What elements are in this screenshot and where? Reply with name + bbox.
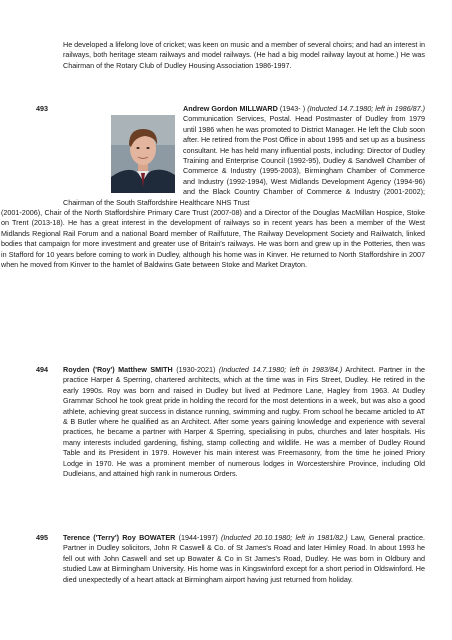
life-dates: (1930-2021)	[172, 365, 219, 374]
entry-text	[63, 365, 425, 479]
entry-number: 494	[36, 365, 48, 374]
entry-494	[36, 365, 425, 479]
induction-note: (Inducted 14.7.1980; left in 1986/87.)	[307, 104, 425, 113]
entry-body-continued: (2001-2006), Chair of the North Staffordshire Primary Care Trust (2007-08) and a Director of the Douglas MacMillan Hospice, Stoke on Trent (2013-18). He has a great interest in the development of railways so in recent years has been a member of the West Midlands Regional Rail Forum and a national Board member of Railfuture, The Railway Development Society and Railwatch, linked bodies that campaign for more investment and greater use of Britain's railways. He was born and grew up in the Potteries, then was in Stafford for 10 years before coming to work in Dudley, although his home was in Kinver. He returned to North Staffordshire in 2007 when he moved from Kinver to the hamlet of Baldwins Gate between Stoke and Market Drayton.	[1, 208, 425, 270]
entry-body: Law, General practice. Partner in Dudley solicitors, John R Caswell & Co. of St James's Road and later Himley Road. In about 1993 he fell out with John Caswell and set up Bowater & Co in St James's Road, Dudley. He was born in Oldbury and studied Law at Birmingham University. His home was in Kingswinford except for a short period in Oldswinford. He died unexpectedly of a heart attack at Birmingham airport having just returned from holiday.	[63, 533, 425, 584]
intro-paragraph: He developed a lifelong love of cricket; was keen on music and a member of several choirs; and had an interest in railways, both heritage steam railways and model railways. (He had a big model railway layout at home.) He was Chairman of the Rotary Club of Dudley Housing Association 1986-1997.	[63, 40, 425, 70]
entry-number: 493	[36, 104, 48, 113]
entry-text	[63, 533, 425, 585]
portrait-photo	[111, 115, 175, 193]
person-name: Andrew Gordon MILLWARD	[183, 104, 278, 113]
life-dates: (1943- )	[277, 104, 308, 113]
entry-495	[36, 533, 425, 585]
induction-note: (Inducted 20.10.1980; left in 1981/82.)	[221, 533, 348, 542]
entry-number: 495	[36, 533, 48, 542]
person-name: Royden ('Roy') Matthew SMITH	[63, 365, 173, 374]
life-dates: (1944-1997)	[175, 533, 222, 542]
entry-body: Architect. Partner in the practice Harper & Sperring, chartered architects, which at the time was in Firs Street, Dudley. He retired in the early 1990s. Roy was born and raised in Dudley but lived at Pedmore Lane, Hagley from 1963. At Dudley Grammar School he took great pride in holding the record for the most detentions in a week, but was also a good athlete, achieving great success in distance running, swimming and rugby. From school he became articled to AT & B Butler where he qualified as an Architect. After some years gaining knowledge and experience with several practices, he became a partner with Harper & Sperring, specialising in pubs, churches and later hospitals. His many interests included gardening, fishing, stamp collecting and wildlife. He was a member of Dudley Round Table and its President in 1979. However his main interest was Freemasonry, from the time he joined Priory Lodge in 1970. He was a prominent member of numerous lodges in Worcestershire Province, including Old Dudleians, and attained high rank in numerous Orders.	[63, 365, 425, 479]
entry-493	[1, 104, 425, 271]
entry-body: Communication Services, Postal. Head Postmaster of Dudley from 1979 until 1986 when he was promoted to District Manager. He left the Club soon after. He retired from the Post Office in about 1995 and set up as a business consultant. He has held many influential posts, including: Director of Dudley Training and Enterprise Council (1992-95), Dudley & Sandwell Chamber of Commerce & Industry (1995-2003), Birmingham Chamber of Commerce and Industry (1992-1994), West Midlands Development Agency (1994-96) and the Black Country Chamber of Commerce & Industry (2001-2002); Chairman of the South Staffordshire Healthcare NHS Trust	[63, 114, 425, 207]
induction-note: (Inducted 14.7.1980; left in 1983/84.)	[218, 365, 343, 374]
portrait-image	[111, 115, 175, 193]
person-name: Terence ('Terry') Roy BOWATER	[63, 533, 176, 542]
entry-text	[63, 104, 425, 208]
